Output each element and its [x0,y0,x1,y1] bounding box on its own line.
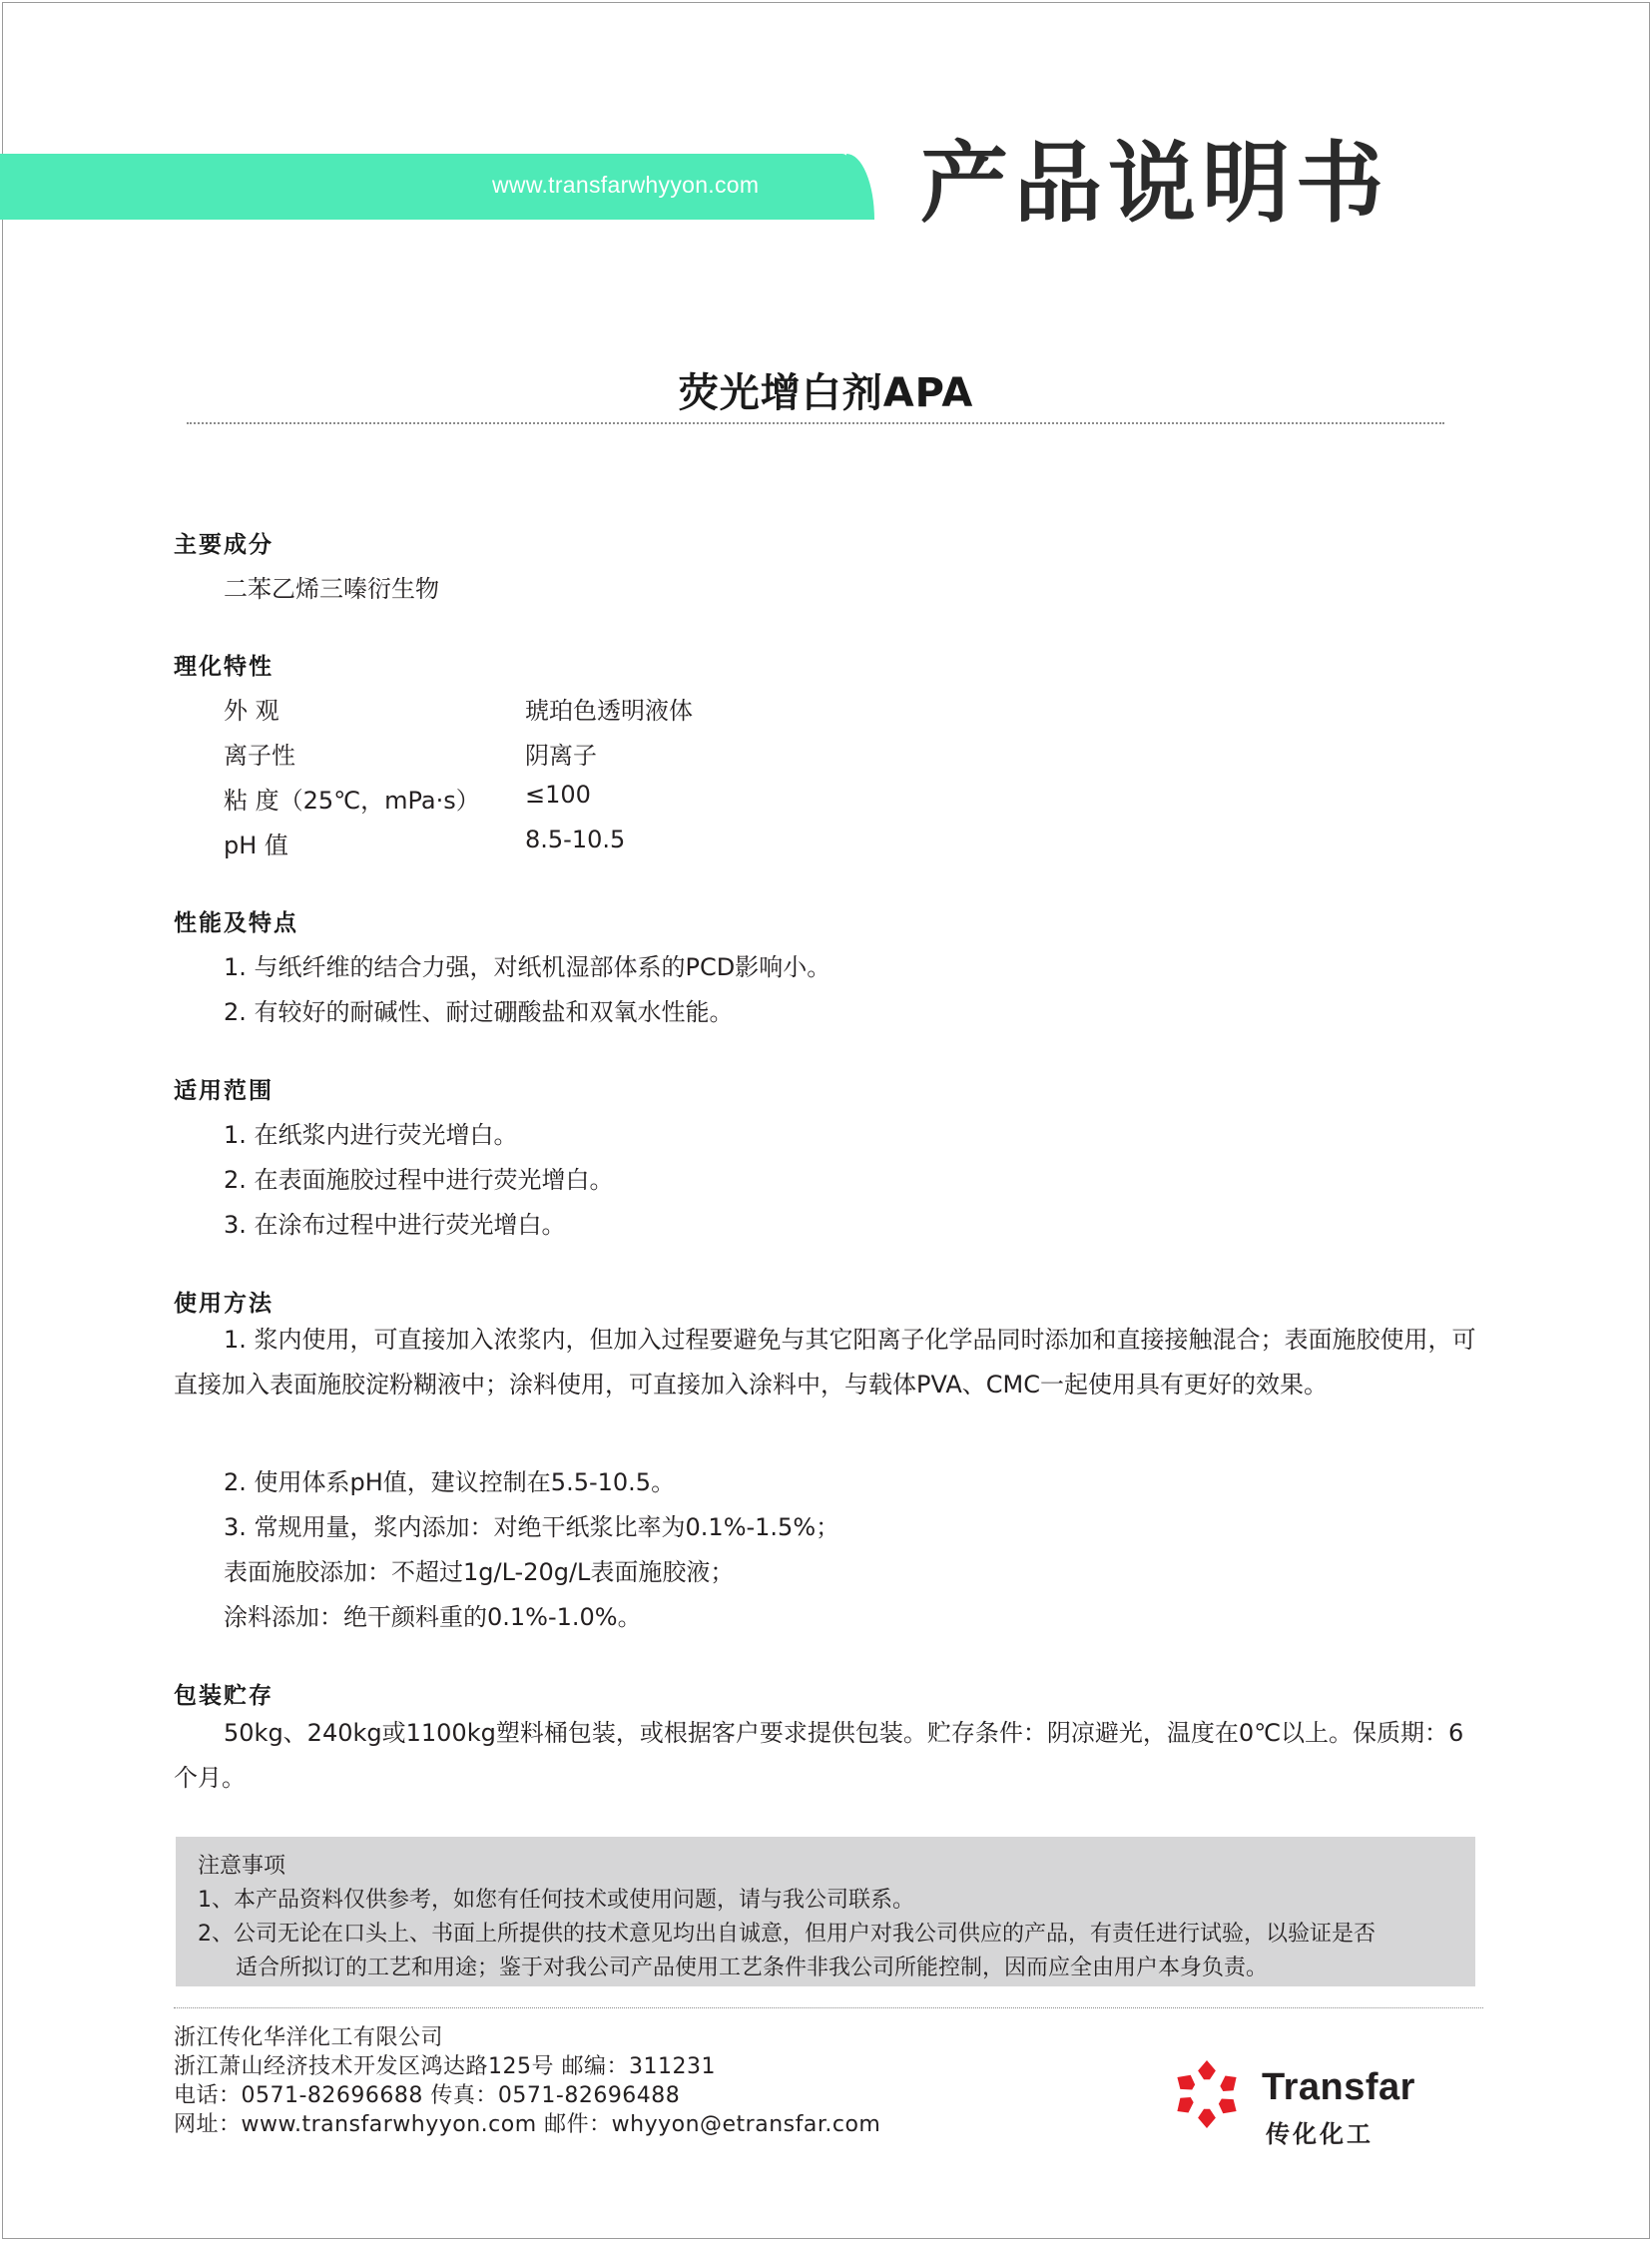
section-heading-features: 性能及特点 [174,910,298,936]
usage-item: 表面施胶添加：不超过1g/L-20g/L表面施胶液； [224,1558,735,1586]
property-label: 离子性 [224,742,295,770]
property-value: ≤100 [525,781,591,809]
section-heading-usage: 使用方法 [174,1291,274,1317]
property-value: 琥珀色透明液体 [525,697,693,725]
notes-box [176,1837,1475,1986]
logo-name-cn: 传化化工 [1266,2120,1374,2148]
scope-item: 3. 在涂布过程中进行荧光增白。 [224,1211,566,1239]
property-value: 阴离子 [525,742,597,770]
product-name: 荧光增白剂APA [678,370,974,416]
usage-item: 3. 常规用量，浆内添加：对绝干纸浆比率为0.1%-1.5%； [224,1513,840,1541]
scope-item: 2. 在表面施胶过程中进行荧光增白。 [224,1166,614,1194]
property-label: 外 观 [224,697,279,725]
packaging-text: 50kg、240kg或1100kg塑料桶包装，或根据客户要求提供包装。贮存条件：阴凉避光，温度在0℃以上。保质期：6个月。 [174,1719,1464,1792]
title-divider [187,422,1444,424]
notes-title: 注意事项 [198,1854,286,1879]
logo-name-en: Transfar [1262,2066,1415,2108]
notes-line: 适合所拟订的工艺和用途；鉴于对我公司产品使用工艺条件非我公司所能控制，因而应全由用户本身负责。 [236,1956,1269,1980]
section-heading-properties: 理化特性 [174,654,274,680]
notes-line: 1、本产品资料仅供参考，如您有任何技术或使用问题，请与我公司联系。 [198,1888,914,1913]
header-url[interactable]: www.transfarwhyyon.com [492,172,760,198]
transfar-logo-icon [1170,2057,1244,2131]
section-heading-composition: 主要成分 [174,532,274,558]
usage-item: 2. 使用体系pH值，建议控制在5.5-10.5。 [224,1468,676,1496]
footer-phone: 电话：0571-82696688 传真：0571-82696488 [174,2083,681,2108]
notes-line: 2、公司无论在口头上、书面上所提供的技术意见均出自诚意，但用户对我公司供应的产品，有责任进行试验，以验证是否 [198,1922,1377,1947]
footer-address: 浙江萧山经济技术开发区鸿达路125号 邮编：311231 [174,2054,716,2079]
footer-company: 浙江传化华洋化工有限公司 [174,2025,444,2050]
scope-item: 1. 在纸浆内进行荧光增白。 [224,1121,518,1149]
usage-item: 涂料添加：绝干颜料重的0.1%-1.0%。 [224,1603,642,1631]
feature-item: 1. 与纸纤维的结合力强，对纸机湿部体系的PCD影响小。 [224,953,831,981]
footer-web: 网址：www.transfarwhyyon.com 邮件：whyyon@etransfar.com [174,2112,881,2137]
property-label: pH 值 [224,832,288,859]
footer-divider [174,2007,1483,2008]
composition-text: 二苯乙烯三嗪衍生物 [224,575,439,603]
section-heading-packaging: 包装贮存 [174,1683,274,1709]
section-heading-scope: 适用范围 [174,1078,274,1104]
property-value: 8.5-10.5 [525,826,626,853]
property-label: 粘 度（25℃，mPa·s） [224,787,480,815]
feature-item: 2. 有较好的耐碱性、耐过硼酸盐和双氧水性能。 [224,998,734,1026]
usage-paragraph: 1. 浆内使用，可直接加入浓浆内，但加入过程要避免与其它阳离子化学品同时添加和直接接触混合；表面施胶使用，可直接加入表面施胶淀粉糊液中；涂料使用，可直接加入涂料中，与载体PVA、CMC一起使用具有更好的效果。 [174,1326,1476,1399]
page-title: 产品说明书 [920,132,1390,235]
